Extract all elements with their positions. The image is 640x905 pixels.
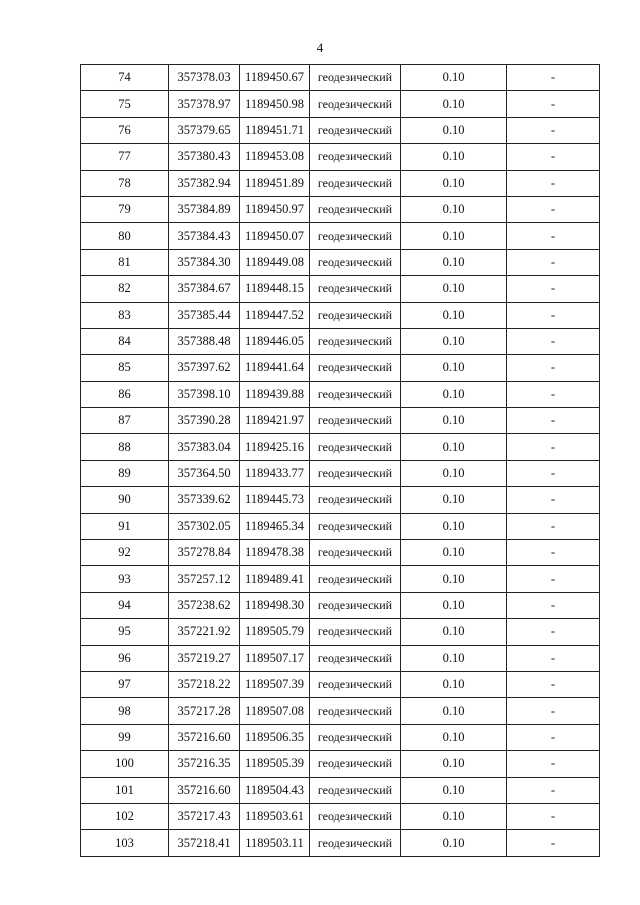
method-cell: геодезический <box>310 619 401 645</box>
table-row <box>81 830 600 856</box>
method-cell: геодезический <box>310 91 401 117</box>
point-number-cell: 86 <box>81 381 169 407</box>
x-coordinate-cell: 357218.41 <box>169 830 240 856</box>
x-coordinate-cell: 357257.12 <box>169 566 240 592</box>
accuracy-cell: 0.10 <box>401 460 507 486</box>
table-row <box>81 566 600 592</box>
description-cell: - <box>507 117 600 143</box>
y-coordinate-cell: 1189445.73 <box>240 487 310 513</box>
table-row <box>81 698 600 724</box>
y-coordinate-cell: 1189505.39 <box>240 751 310 777</box>
description-cell: - <box>507 144 600 170</box>
y-coordinate-cell: 1189503.61 <box>240 803 310 829</box>
y-coordinate-cell: 1189449.08 <box>240 249 310 275</box>
point-number-cell: 102 <box>81 803 169 829</box>
description-cell: - <box>507 724 600 750</box>
y-coordinate-cell: 1189489.41 <box>240 566 310 592</box>
table-row <box>81 751 600 777</box>
point-number-cell: 97 <box>81 671 169 697</box>
accuracy-cell: 0.10 <box>401 144 507 170</box>
description-cell: - <box>507 777 600 803</box>
table-row <box>81 249 600 275</box>
y-coordinate-cell: 1189450.67 <box>240 65 310 91</box>
y-coordinate-cell: 1189478.38 <box>240 540 310 566</box>
accuracy-cell: 0.10 <box>401 513 507 539</box>
x-coordinate-cell: 357221.92 <box>169 619 240 645</box>
y-coordinate-cell: 1189465.34 <box>240 513 310 539</box>
description-cell: - <box>507 408 600 434</box>
table-row <box>81 144 600 170</box>
accuracy-cell: 0.10 <box>401 170 507 196</box>
method-cell: геодезический <box>310 434 401 460</box>
method-cell: геодезический <box>310 144 401 170</box>
description-cell: - <box>507 249 600 275</box>
description-cell: - <box>507 566 600 592</box>
y-coordinate-cell: 1189450.07 <box>240 223 310 249</box>
method-cell: геодезический <box>310 698 401 724</box>
x-coordinate-cell: 357397.62 <box>169 355 240 381</box>
table-row <box>81 381 600 407</box>
description-cell: - <box>507 223 600 249</box>
description-cell: - <box>507 830 600 856</box>
description-cell: - <box>507 698 600 724</box>
x-coordinate-cell: 357384.30 <box>169 249 240 275</box>
method-cell: геодезический <box>310 196 401 222</box>
y-coordinate-cell: 1189450.97 <box>240 196 310 222</box>
table-row <box>81 328 600 354</box>
accuracy-cell: 0.10 <box>401 619 507 645</box>
description-cell: - <box>507 302 600 328</box>
accuracy-cell: 0.10 <box>401 434 507 460</box>
table-row <box>81 460 600 486</box>
method-cell: геодезический <box>310 302 401 328</box>
description-cell: - <box>507 276 600 302</box>
point-number-cell: 103 <box>81 830 169 856</box>
point-number-cell: 87 <box>81 408 169 434</box>
method-cell: геодезический <box>310 65 401 91</box>
description-cell: - <box>507 619 600 645</box>
x-coordinate-cell: 357379.65 <box>169 117 240 143</box>
accuracy-cell: 0.10 <box>401 566 507 592</box>
accuracy-cell: 0.10 <box>401 91 507 117</box>
point-number-cell: 89 <box>81 460 169 486</box>
description-cell: - <box>507 170 600 196</box>
table-row <box>81 803 600 829</box>
table-row <box>81 117 600 143</box>
point-number-cell: 98 <box>81 698 169 724</box>
y-coordinate-cell: 1189451.71 <box>240 117 310 143</box>
point-number-cell: 101 <box>81 777 169 803</box>
description-cell: - <box>507 513 600 539</box>
accuracy-cell: 0.10 <box>401 698 507 724</box>
y-coordinate-cell: 1189433.77 <box>240 460 310 486</box>
description-cell: - <box>507 803 600 829</box>
table-row <box>81 487 600 513</box>
point-number-cell: 88 <box>81 434 169 460</box>
y-coordinate-cell: 1189446.05 <box>240 328 310 354</box>
accuracy-cell: 0.10 <box>401 751 507 777</box>
table-row <box>81 645 600 671</box>
table-row <box>81 196 600 222</box>
point-number-cell: 99 <box>81 724 169 750</box>
point-number-cell: 90 <box>81 487 169 513</box>
point-number-cell: 92 <box>81 540 169 566</box>
table-row <box>81 434 600 460</box>
x-coordinate-cell: 357216.60 <box>169 724 240 750</box>
y-coordinate-cell: 1189498.30 <box>240 592 310 618</box>
coordinates-table-body <box>81 65 600 857</box>
point-number-cell: 84 <box>81 328 169 354</box>
description-cell: - <box>507 592 600 618</box>
point-number-cell: 79 <box>81 196 169 222</box>
table-row <box>81 223 600 249</box>
x-coordinate-cell: 357216.35 <box>169 751 240 777</box>
point-number-cell: 83 <box>81 302 169 328</box>
accuracy-cell: 0.10 <box>401 487 507 513</box>
accuracy-cell: 0.10 <box>401 671 507 697</box>
x-coordinate-cell: 357364.50 <box>169 460 240 486</box>
description-cell: - <box>507 645 600 671</box>
x-coordinate-cell: 357398.10 <box>169 381 240 407</box>
y-coordinate-cell: 1189507.39 <box>240 671 310 697</box>
point-number-cell: 96 <box>81 645 169 671</box>
table-row <box>81 724 600 750</box>
table-row <box>81 65 600 91</box>
method-cell: геодезический <box>310 645 401 671</box>
accuracy-cell: 0.10 <box>401 65 507 91</box>
method-cell: геодезический <box>310 249 401 275</box>
x-coordinate-cell: 357384.67 <box>169 276 240 302</box>
table-row <box>81 355 600 381</box>
accuracy-cell: 0.10 <box>401 830 507 856</box>
point-number-cell: 91 <box>81 513 169 539</box>
point-number-cell: 93 <box>81 566 169 592</box>
method-cell: геодезический <box>310 328 401 354</box>
x-coordinate-cell: 357217.43 <box>169 803 240 829</box>
accuracy-cell: 0.10 <box>401 645 507 671</box>
method-cell: геодезический <box>310 540 401 566</box>
y-coordinate-cell: 1189451.89 <box>240 170 310 196</box>
method-cell: геодезический <box>310 671 401 697</box>
table-row <box>81 540 600 566</box>
method-cell: геодезический <box>310 117 401 143</box>
description-cell: - <box>507 381 600 407</box>
method-cell: геодезический <box>310 355 401 381</box>
method-cell: геодезический <box>310 487 401 513</box>
accuracy-cell: 0.10 <box>401 223 507 249</box>
method-cell: геодезический <box>310 513 401 539</box>
y-coordinate-cell: 1189507.17 <box>240 645 310 671</box>
x-coordinate-cell: 357384.43 <box>169 223 240 249</box>
x-coordinate-cell: 357278.84 <box>169 540 240 566</box>
accuracy-cell: 0.10 <box>401 724 507 750</box>
method-cell: геодезический <box>310 751 401 777</box>
description-cell: - <box>507 540 600 566</box>
description-cell: - <box>507 487 600 513</box>
x-coordinate-cell: 357384.89 <box>169 196 240 222</box>
table-row <box>81 276 600 302</box>
method-cell: геодезический <box>310 223 401 249</box>
y-coordinate-cell: 1189450.98 <box>240 91 310 117</box>
y-coordinate-cell: 1189503.11 <box>240 830 310 856</box>
method-cell: геодезический <box>310 777 401 803</box>
table-row <box>81 619 600 645</box>
point-number-cell: 75 <box>81 91 169 117</box>
description-cell: - <box>507 91 600 117</box>
accuracy-cell: 0.10 <box>401 408 507 434</box>
description-cell: - <box>507 751 600 777</box>
point-number-cell: 94 <box>81 592 169 618</box>
y-coordinate-cell: 1189421.97 <box>240 408 310 434</box>
point-number-cell: 76 <box>81 117 169 143</box>
table-row <box>81 170 600 196</box>
x-coordinate-cell: 357390.28 <box>169 408 240 434</box>
point-number-cell: 77 <box>81 144 169 170</box>
table-row <box>81 513 600 539</box>
x-coordinate-cell: 357339.62 <box>169 487 240 513</box>
x-coordinate-cell: 357383.04 <box>169 434 240 460</box>
accuracy-cell: 0.10 <box>401 249 507 275</box>
table-row <box>81 671 600 697</box>
table-row <box>81 592 600 618</box>
page-number: 4 <box>316 40 324 55</box>
accuracy-cell: 0.10 <box>401 592 507 618</box>
method-cell: геодезический <box>310 408 401 434</box>
point-number-cell: 74 <box>81 65 169 91</box>
x-coordinate-cell: 357302.05 <box>169 513 240 539</box>
x-coordinate-cell: 357385.44 <box>169 302 240 328</box>
description-cell: - <box>507 196 600 222</box>
accuracy-cell: 0.10 <box>401 381 507 407</box>
description-cell: - <box>507 671 600 697</box>
x-coordinate-cell: 357218.22 <box>169 671 240 697</box>
point-number-cell: 81 <box>81 249 169 275</box>
method-cell: геодезический <box>310 566 401 592</box>
point-number-cell: 80 <box>81 223 169 249</box>
y-coordinate-cell: 1189505.79 <box>240 619 310 645</box>
accuracy-cell: 0.10 <box>401 355 507 381</box>
y-coordinate-cell: 1189453.08 <box>240 144 310 170</box>
accuracy-cell: 0.10 <box>401 777 507 803</box>
method-cell: геодезический <box>310 381 401 407</box>
point-number-cell: 82 <box>81 276 169 302</box>
description-cell: - <box>507 355 600 381</box>
x-coordinate-cell: 357378.97 <box>169 91 240 117</box>
accuracy-cell: 0.10 <box>401 117 507 143</box>
method-cell: геодезический <box>310 803 401 829</box>
x-coordinate-cell: 357216.60 <box>169 777 240 803</box>
y-coordinate-cell: 1189507.08 <box>240 698 310 724</box>
coordinates-table <box>80 64 600 857</box>
x-coordinate-cell: 357388.48 <box>169 328 240 354</box>
description-cell: - <box>507 65 600 91</box>
method-cell: геодезический <box>310 592 401 618</box>
y-coordinate-cell: 1189439.88 <box>240 381 310 407</box>
y-coordinate-cell: 1189441.64 <box>240 355 310 381</box>
x-coordinate-cell: 357378.03 <box>169 65 240 91</box>
method-cell: геодезический <box>310 460 401 486</box>
y-coordinate-cell: 1189448.15 <box>240 276 310 302</box>
method-cell: геодезический <box>310 830 401 856</box>
table-row <box>81 408 600 434</box>
x-coordinate-cell: 357382.94 <box>169 170 240 196</box>
table-row <box>81 302 600 328</box>
method-cell: геодезический <box>310 276 401 302</box>
x-coordinate-cell: 357380.43 <box>169 144 240 170</box>
accuracy-cell: 0.10 <box>401 276 507 302</box>
y-coordinate-cell: 1189425.16 <box>240 434 310 460</box>
method-cell: геодезический <box>310 724 401 750</box>
accuracy-cell: 0.10 <box>401 196 507 222</box>
point-number-cell: 78 <box>81 170 169 196</box>
x-coordinate-cell: 357238.62 <box>169 592 240 618</box>
point-number-cell: 95 <box>81 619 169 645</box>
description-cell: - <box>507 328 600 354</box>
y-coordinate-cell: 1189506.35 <box>240 724 310 750</box>
y-coordinate-cell: 1189447.52 <box>240 302 310 328</box>
accuracy-cell: 0.10 <box>401 328 507 354</box>
description-cell: - <box>507 434 600 460</box>
table-row <box>81 777 600 803</box>
description-cell: - <box>507 460 600 486</box>
point-number-cell: 100 <box>81 751 169 777</box>
point-number-cell: 85 <box>81 355 169 381</box>
accuracy-cell: 0.10 <box>401 302 507 328</box>
accuracy-cell: 0.10 <box>401 540 507 566</box>
method-cell: геодезический <box>310 170 401 196</box>
table-row <box>81 91 600 117</box>
accuracy-cell: 0.10 <box>401 803 507 829</box>
x-coordinate-cell: 357219.27 <box>169 645 240 671</box>
y-coordinate-cell: 1189504.43 <box>240 777 310 803</box>
x-coordinate-cell: 357217.28 <box>169 698 240 724</box>
